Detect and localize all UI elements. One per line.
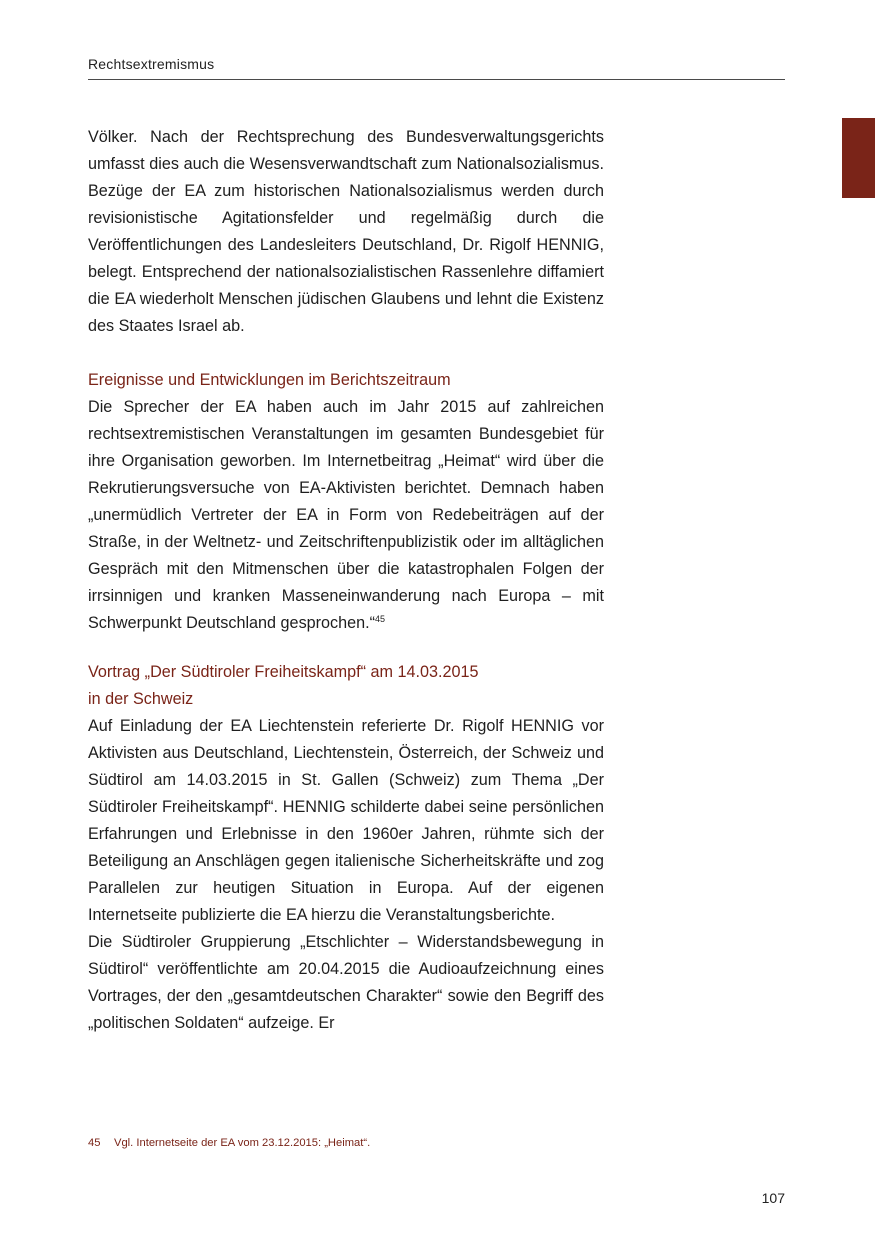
footnote-text: Vgl. Internetseite der EA vom 23.12.2015: „Heimat“. xyxy=(114,1137,371,1149)
footnote-reference[interactable]: 45 xyxy=(375,614,386,624)
section-heading-vortrag xyxy=(88,659,604,713)
footnote xyxy=(88,1136,370,1150)
chapter-tab-marker xyxy=(842,118,875,198)
intro-paragraph: Völker. Nach der Rechtsprechung des Bundesverwaltungsgerichts umfasst dies auch die Wesensverwandtschaft zum Nationalsozialismus. Bezüge der EA zum historischen Nationalsozialismus werden durch revisionistische Agitationsfelder und regelmäßig durch die Veröffentlichungen des Landesleiters Deutschland, Dr. Rigolf HENNIG, belegt. Entsprechend der nationalsozialistischen Rassenlehre diffamiert die EA wiederholt Menschen jüdischen Glaubens und lehnt die Existenz des Staates Israel ab. xyxy=(88,128,604,335)
header-rule xyxy=(88,79,785,80)
page-content xyxy=(88,124,604,1037)
section-heading-ereignisse: Ereignisse und Entwicklungen im Berichtszeitraum xyxy=(88,371,451,389)
running-header: Rechtsextremismus xyxy=(88,56,215,72)
section-paragraph-ereignisse xyxy=(88,394,604,637)
section-text-ereignisse: Die Sprecher der EA haben auch im Jahr 2015 auf zahlreichen rechtsextremistischen Veranstaltungen im gesamten Bundesgebiet für ihre Organisation geworben. Im Internetbeitrag „Heimat“ wird über die Rekrutierungsversuche von EA-Aktivisten berichtet. Demnach haben „unermüdlich Vertreter der EA in Form von Redebeiträgen auf der Straße, in der Weltnetz- und Zeitschriftenpublizistik oder im alltäglichen Gespräch mit den Mitmenschen über die katastrophalen Folgen der irrsinnigen und kranken Masseneinwanderung nach Europa – mit Schwerpunkt Deutschland gesprochen.“ xyxy=(88,398,604,632)
footnote-number: 45 xyxy=(88,1137,101,1149)
page-number: 107 xyxy=(761,1190,785,1206)
section-paragraph-vortrag-2: Die Südtiroler Gruppierung „Etschlichter – Widerstandsbewegung in Südtirol“ veröffentlichte am 20.04.2015 die Audioaufzeichnung eines Vortrages, der den „gesamtdeutschen Charakter“ sowie den Begriff des „politischen Soldaten“ aufzeige. Er xyxy=(88,933,604,1032)
section-spacer xyxy=(88,637,604,659)
section-paragraph-vortrag-1: Auf Einladung der EA Liechtenstein referierte Dr. Rigolf HENNIG vor Aktivisten aus Deutschland, Liechtenstein, Österreich, der Schweiz und Südtirol am 14.03.2015 in St. Gallen (Schweiz) zum Thema „Der Südtiroler Freiheitskampf“. HENNIG schilderte dabei seine persönlichen Erfahrungen und Erlebnisse in den 1960er Jahren, rühmte sich der Beteiligung an Anschlägen gegen italienische Sicherheitskräfte und zog Parallelen zur heutigen Situation in Europa. Auf der eigenen Internetseite publizierte die EA hierzu die Veranstaltungsberichte. xyxy=(88,717,604,924)
section-spacer xyxy=(88,340,604,367)
section-heading-vortrag-line1: Vortrag „Der Südtiroler Freiheitskampf“ am 14.03.2015 xyxy=(88,663,479,681)
section-heading-vortrag-line2: in der Schweiz xyxy=(88,690,194,708)
